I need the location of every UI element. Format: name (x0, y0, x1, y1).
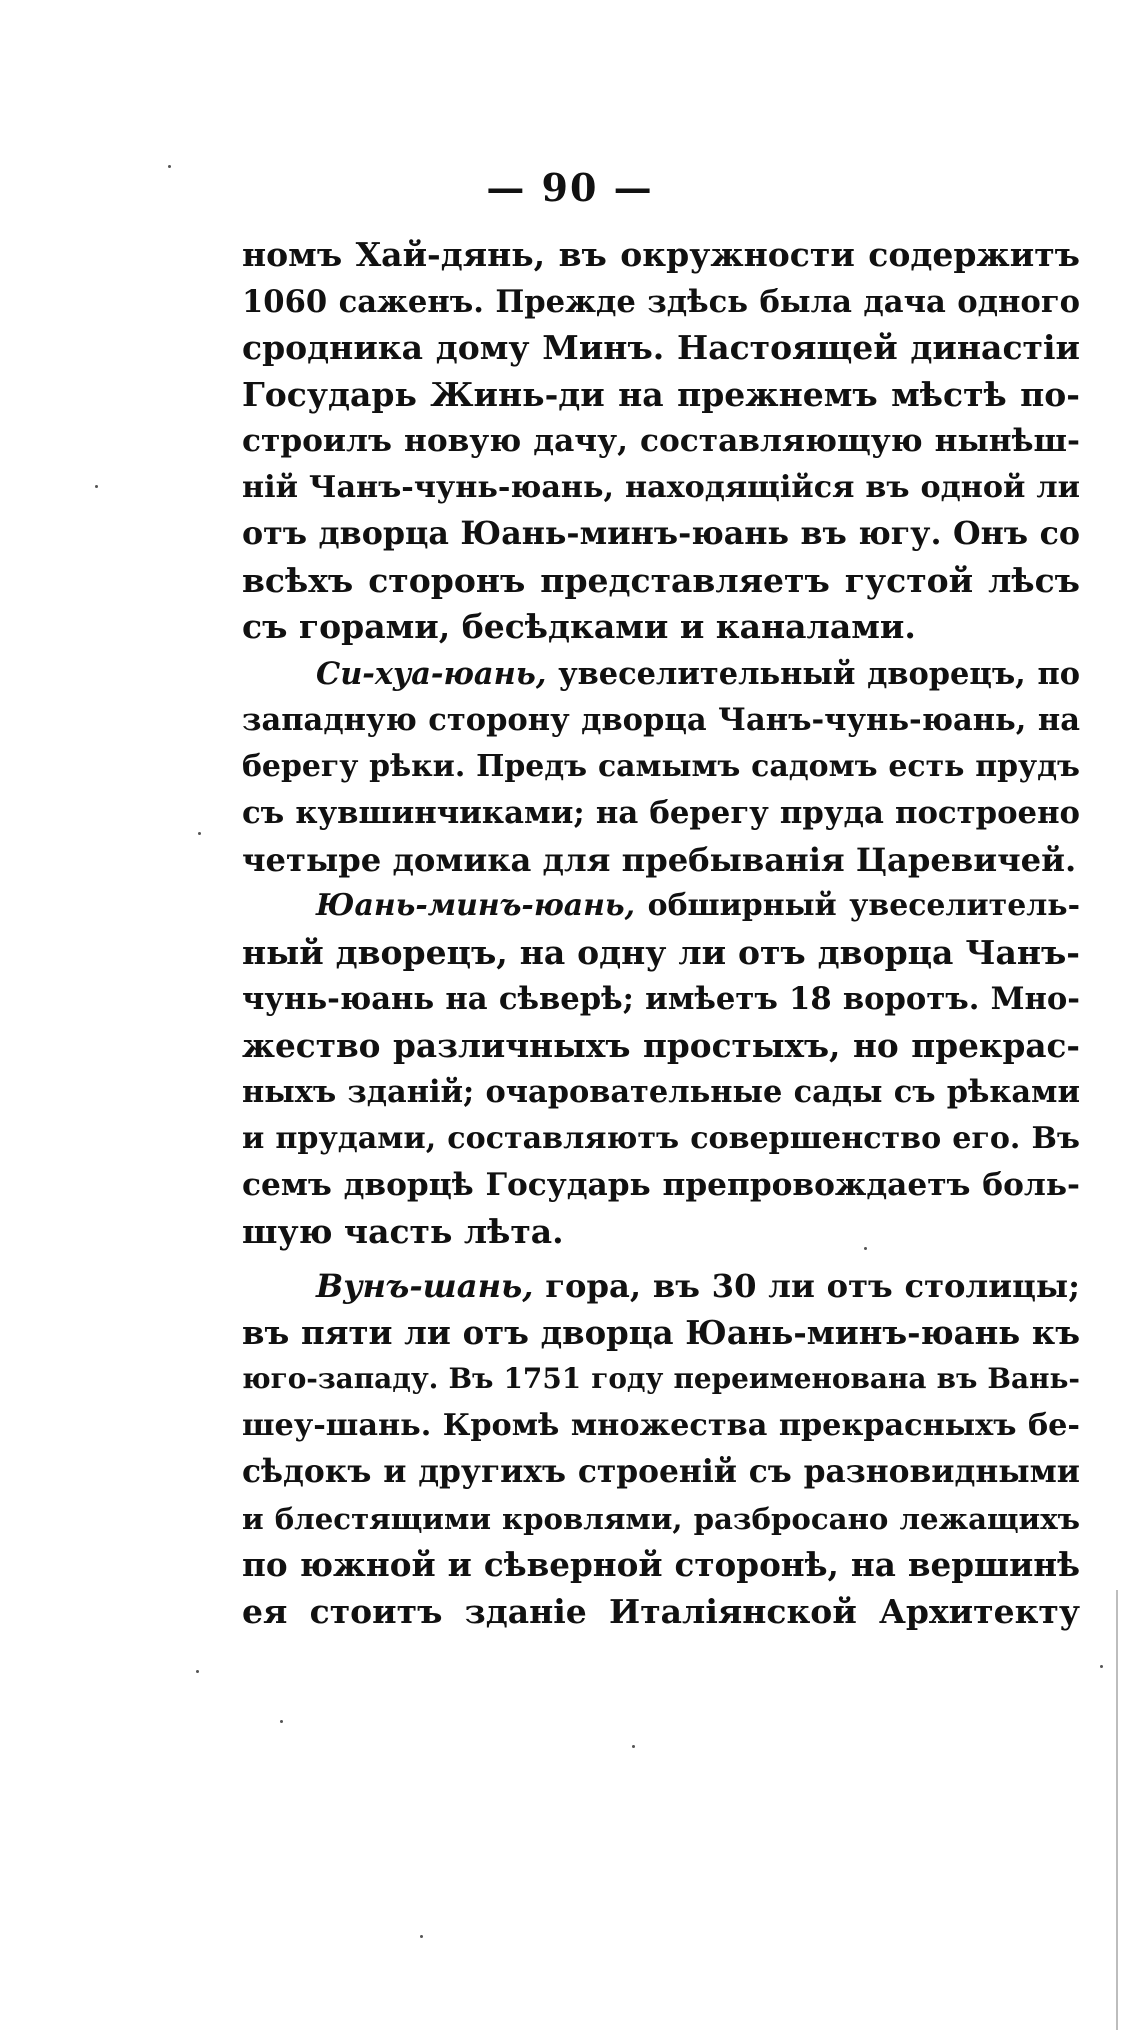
text-line (242, 511, 1080, 558)
line-text: и прудами, составляютъ совершенство его. Въ (242, 1120, 1080, 1156)
line-text: шеу-шань. Кромѣ множества прекрасныхъ бе- (242, 1407, 1080, 1443)
text-line (242, 418, 1080, 465)
text-line (242, 1310, 1080, 1357)
text-line (242, 604, 1080, 651)
line-text: сѣдокъ и другихъ строеній съ разновидными (242, 1454, 1080, 1490)
text-line (242, 558, 1080, 605)
print-speck (196, 1670, 199, 1673)
text-line (242, 465, 1080, 512)
line-text: семъ дворцѣ Государь препровождаетъ боль- (242, 1167, 1080, 1203)
text-line (242, 279, 1080, 326)
line-text: ныхъ зданій; очаровательные сады съ рѣками (242, 1074, 1080, 1110)
text-line (242, 1069, 1080, 1116)
text-line (242, 790, 1080, 837)
line-text: юго-западу. Въ 1751 году переименована въ Вань- (242, 1362, 1080, 1395)
text-line (242, 697, 1080, 744)
line-text: жество различныхъ простыхъ, но прекрас- (242, 1025, 1080, 1065)
text-line (242, 1589, 1080, 1636)
text-line (242, 1403, 1080, 1450)
place-name: Юань-минъ-юань, (316, 888, 636, 923)
line-text: въ пяти ли отъ дворца Юань-минъ-юань къ (242, 1313, 1080, 1352)
print-speck (280, 1720, 283, 1723)
body-text (242, 232, 1080, 1635)
line-text: западную сторону дворца Чанъ-чунь-юань, на (242, 702, 1080, 738)
text-line (242, 1116, 1080, 1163)
line-text: ный дворецъ, на одну ли отъ дворца Чанъ- (242, 932, 1080, 972)
text-line (242, 1162, 1080, 1209)
line-text: шую часть лѣта. (242, 1211, 564, 1251)
print-speck (95, 485, 98, 488)
page-edge-shadow (1116, 1590, 1118, 2030)
line-text: четыре домика для пребыванія Царевичей. (242, 840, 1077, 879)
print-speck (198, 832, 201, 835)
line-text: номъ Хай-дянь, въ окружности содержитъ (242, 235, 1080, 274)
line-text: ній Чанъ-чунь-юань, находящійся въ одной ли (242, 469, 1080, 505)
line-text: съ горами, бесѣдками и каналами. (242, 607, 916, 646)
text-line (242, 1542, 1080, 1589)
text-line (242, 930, 1080, 977)
line-text: гора, въ 30 ли отъ столицы; (533, 1267, 1080, 1305)
print-speck (420, 1935, 423, 1938)
place-name: Си-хуа-юань, (316, 655, 547, 692)
text-line (242, 232, 1080, 279)
text-line (242, 1449, 1080, 1496)
text-line (242, 1496, 1080, 1543)
text-line (242, 651, 1080, 698)
line-text: 1060 саженъ. Прежде здѣсь была дача одного (242, 283, 1080, 320)
text-line (242, 837, 1080, 884)
line-text: берегу рѣки. Предъ самымъ садомъ есть прудъ (242, 748, 1080, 784)
text-line (242, 976, 1080, 1023)
text-line (242, 325, 1080, 372)
text-line (242, 1209, 1080, 1256)
line-text: обширный увеселитель- (635, 888, 1080, 923)
print-speck (632, 1745, 635, 1748)
text-line (242, 744, 1080, 791)
place-name: Вунъ-шань, (316, 1267, 534, 1305)
text-line (242, 883, 1080, 930)
text-line (242, 1023, 1080, 1070)
line-text: Государь Жинь-ди на прежнемъ мѣстѣ по- (242, 374, 1080, 414)
line-text: отъ дворца Юань-минъ-юань въ югу. Онъ со (242, 515, 1080, 552)
print-speck (1100, 1665, 1103, 1668)
print-speck (864, 1247, 867, 1250)
text-line (242, 372, 1080, 419)
text-line (242, 1356, 1080, 1403)
line-text: сродника дому Минъ. Настоящей династіи (242, 328, 1080, 367)
line-text: съ кувшинчиками; на берегу пруда построено (242, 795, 1080, 831)
line-text: всѣхъ сторонъ представляетъ густой лѣсъ (242, 560, 1080, 600)
text-line (242, 1263, 1080, 1310)
line-text: и блестящими кровлями, разбросано лежащихъ (242, 1501, 1080, 1536)
line-text: ея стоитъ зданіе Италіянской Архитекту (242, 1591, 1080, 1631)
line-text: по южной и сѣверной сторонѣ, на вершинѣ (242, 1545, 1080, 1584)
line-text: чунь-юань на сѣверѣ; имѣетъ 18 воротъ. Мно- (242, 981, 1080, 1017)
page-number: — 90 — (486, 165, 654, 210)
line-text: строилъ новую дачу, составляющую нынѣш- (242, 423, 1080, 459)
print-speck (168, 165, 171, 168)
line-text: увеселительный дворецъ, по (546, 655, 1080, 692)
